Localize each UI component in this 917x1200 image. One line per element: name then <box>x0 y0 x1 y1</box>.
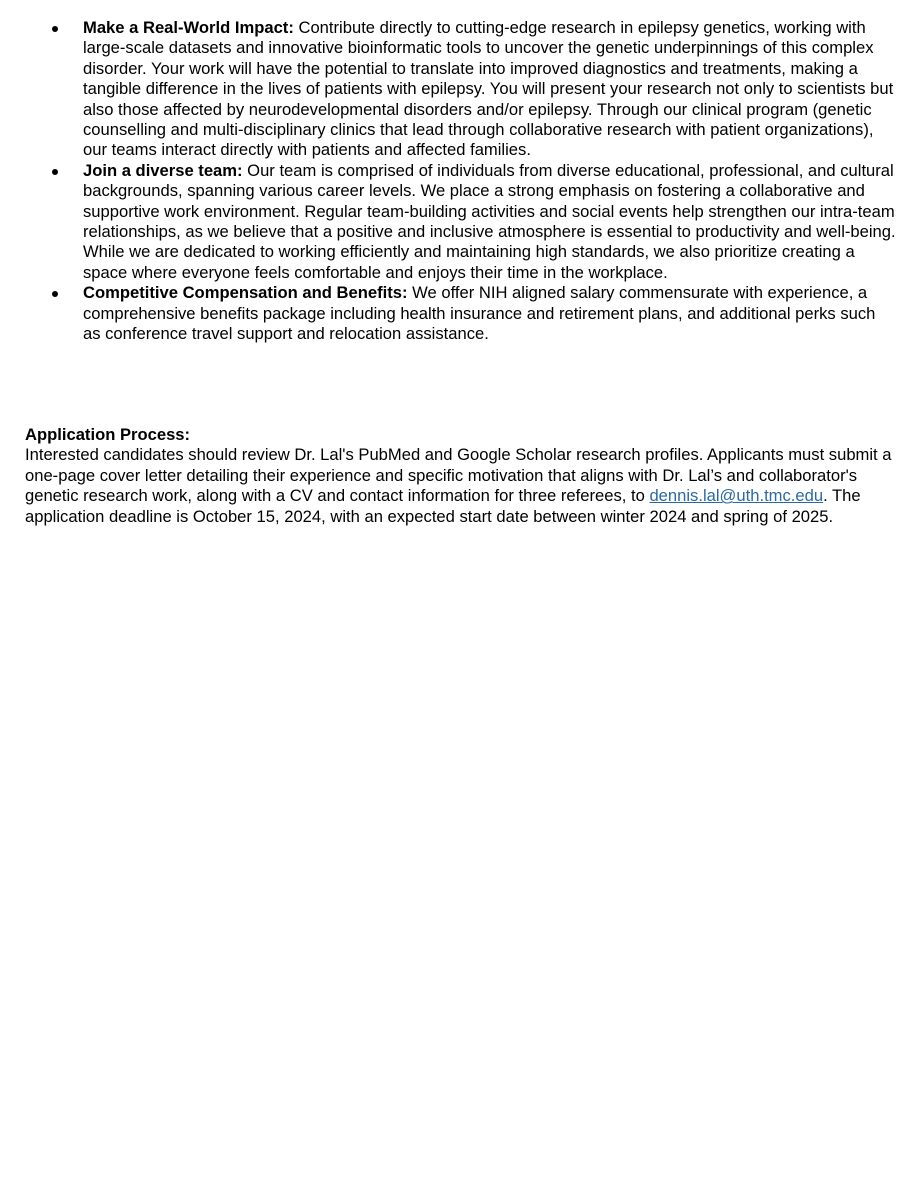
list-item <box>0 18 917 161</box>
application-text-after: . The application deadline is October 15, 2024, with an expected start date between winter 2024 and spring of 2025. <box>25 486 861 526</box>
application-body <box>25 445 900 527</box>
application-text-before: Interested candidates should review Dr. Lal's PubMed and Google Scholar research profiles. Applicants must submit a one-page cover letter detailing their experience and specific motivation that aligns with Dr. Lal’s and collaborator's genetic research work, along with a CV and contact information for three referees, to <box>25 445 892 506</box>
bullet-title: Join a diverse team: <box>83 160 243 180</box>
bullet-text: We offer NIH aligned salary commensurate with experience, a comprehensive benefits package including health insurance and retirement plans, and additional perks such as conference travel support and relocation assistance. <box>83 283 876 344</box>
list-item <box>0 161 917 283</box>
bullet-text: Contribute directly to cutting-edge research in epilepsy genetics, working with large-scale datasets and innovative bioinformatic tools to uncover the genetic underpinnings of this complex disorder. Your work will have the potential to translate into improved diagnostics and treatments, making a tangible difference in the lives of patients with epilepsy. You will present your research not only to scientists but also those affected by neurodevelopmental disorders and/or epilepsy. Through our clinical program (genetic counselling and multi-disciplinary clinics that lead through collaborative research with patient organizations), our teams interact directly with patients and affected families. <box>83 18 894 160</box>
bullet-icon <box>52 26 58 32</box>
bullet-title: Make a Real-World Impact: <box>83 18 294 37</box>
application-heading: Application Process: <box>25 425 191 444</box>
bullet-icon <box>52 169 58 175</box>
benefits-list <box>0 18 917 345</box>
bullet-text: Our team is comprised of individuals from diverse educational, professional, and cultural backgrounds, spanning various career levels. We place a strong emphasis on fostering a collaborative and supportive work environment. Regular team-building activities and social events help strengthen our intra-team relationships, as we believe that a positive and inclusive atmosphere is essential to productivity and well-being. While we are dedicated to working efficiently and maintaining high standards, we also prioritize creating a space where everyone feels comfortable and enjoys their time in the workplace. <box>83 160 896 282</box>
email-link[interactable]: dennis.lal@uth.tmc.edu <box>649 486 824 506</box>
bullet-icon <box>52 291 58 297</box>
bullet-title: Competitive Compensation and Benefits: <box>83 283 408 303</box>
application-process-section <box>25 425 900 527</box>
list-item <box>0 283 917 344</box>
